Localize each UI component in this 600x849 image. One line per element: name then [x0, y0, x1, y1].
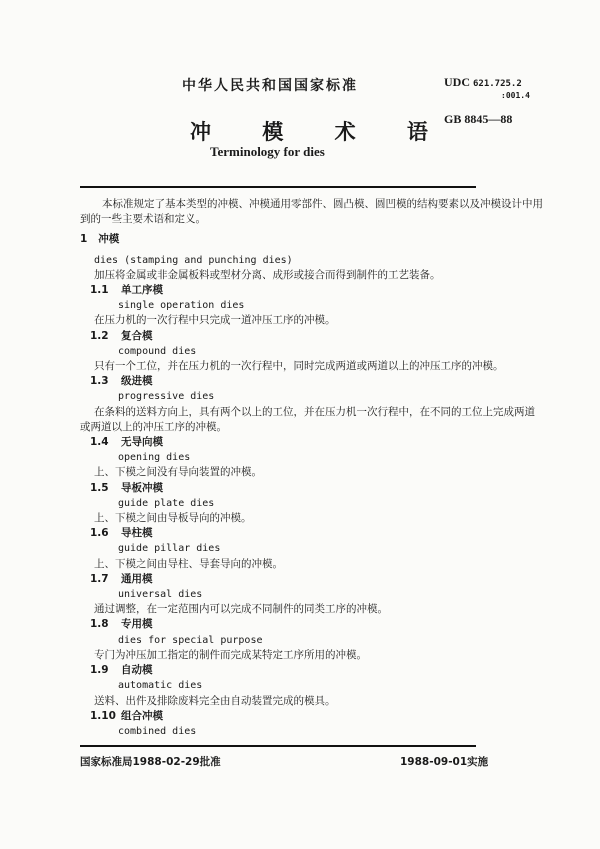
term-definition: 送料、出件及排除废料完全由自动装置完成的模具。: [94, 694, 336, 707]
term-number: 1.5: [90, 481, 109, 494]
effective-date: 1988-09-01实施: [400, 756, 489, 768]
term-number: 1.1: [90, 284, 109, 297]
term-number: 1.7: [90, 572, 109, 585]
section-definition: 加压将金属或非金属板料或型材分离、成形或接合而得到制件的工艺装备。: [94, 268, 441, 281]
term-number: 1.10: [90, 709, 116, 722]
term-title: 通用模: [121, 572, 153, 585]
term-number: 1.8: [90, 618, 109, 631]
term-definition: 上、下模之间没有导向装置的冲模。: [94, 466, 262, 479]
term-heading: [80, 329, 480, 344]
term-number: 1.6: [90, 527, 109, 540]
term-english: combined dies: [118, 725, 197, 737]
term-definition: 或两道以上的冲压工序的冲模。: [80, 420, 227, 433]
term-definition: 专门为冲压加工指定的制件而完成某特定工序所用的冲模。: [94, 648, 367, 661]
udc-subnumber: :001.4: [501, 91, 530, 100]
term-definition: 上、下模之间由导柱、导套导向的冲模。: [94, 557, 283, 570]
document-title: 冲 模 术 语: [190, 120, 450, 144]
term-title: 导板冲模: [121, 481, 163, 494]
term-heading: [80, 283, 480, 298]
header-divider: [80, 186, 476, 188]
term-definition: 在条料的送料方向上，具有两个以上的工位，并在压力机一次行程中，在不同的工位上完成两道: [94, 405, 535, 418]
term-heading: [80, 374, 480, 389]
term-heading: [80, 572, 480, 587]
term-title: 组合冲模: [121, 709, 163, 722]
term-definition: 在压力机的一次行程中只完成一道冲压工序的冲模。: [94, 314, 336, 327]
term-number: 1.4: [90, 436, 109, 449]
term-title: 无导向模: [121, 436, 163, 449]
term-english: guide plate dies: [118, 497, 215, 509]
term-number: 1.2: [90, 329, 109, 342]
term-english: progressive dies: [118, 391, 215, 403]
document-body: [80, 197, 543, 739]
term-heading: [80, 435, 480, 450]
issuing-organization: 中华人民共和国国家标准: [182, 78, 358, 94]
section-title: 冲模: [98, 233, 120, 246]
term-number: 1.3: [90, 375, 109, 388]
udc-code: [444, 77, 530, 101]
term-definition: 通过调整，在一定范围内可以完成不同制件的同类工序的冲模。: [94, 603, 388, 616]
intro-paragraph-line: 本标准规定了基本类型的冲模、冲模通用零部件、圆凸模、圆凹模的结构要素以及冲模设计中用: [102, 198, 543, 210]
term-title: 单工序模: [121, 284, 163, 297]
udc-number: 621.725.2: [473, 79, 522, 89]
term-heading: [80, 709, 480, 724]
document-title-english: Terminology for dies: [210, 144, 325, 159]
section-number: 1: [80, 233, 88, 246]
term-number: 1.9: [90, 664, 109, 677]
section-english-term: dies (stamping and punching dies): [94, 254, 293, 266]
term-heading: [80, 526, 480, 541]
term-definition: 上、下模之间由导板导向的冲模。: [94, 512, 252, 525]
term-heading: [80, 663, 480, 678]
term-title: 导柱模: [121, 527, 153, 540]
section-heading: [80, 232, 480, 247]
approval-date: 国家标准局1988-02-29批准: [80, 756, 221, 768]
standard-number: GB 8845—88: [444, 112, 513, 126]
term-title: 复合模: [121, 329, 153, 342]
term-heading: [80, 481, 480, 496]
term-english: single operation dies: [118, 300, 245, 312]
term-english: guide pillar dies: [118, 543, 221, 555]
term-english: compound dies: [118, 345, 197, 357]
term-title: 级进模: [121, 375, 153, 388]
term-english: automatic dies: [118, 680, 203, 692]
term-heading: [80, 617, 480, 632]
udc-label: UDC: [444, 75, 470, 89]
term-english: opening dies: [118, 452, 191, 464]
term-english: universal dies: [118, 589, 203, 601]
term-title: 自动模: [121, 664, 153, 677]
intro-paragraph-line: 到的一些主要术语和定义。: [80, 213, 206, 226]
term-definition: 只有一个工位，并在压力机的一次行程中，同时完成两道或两道以上的冲压工序的冲模。: [94, 360, 504, 373]
term-title: 专用模: [121, 618, 153, 631]
footer-divider: [80, 745, 476, 747]
term-english: dies for special purpose: [118, 634, 263, 646]
